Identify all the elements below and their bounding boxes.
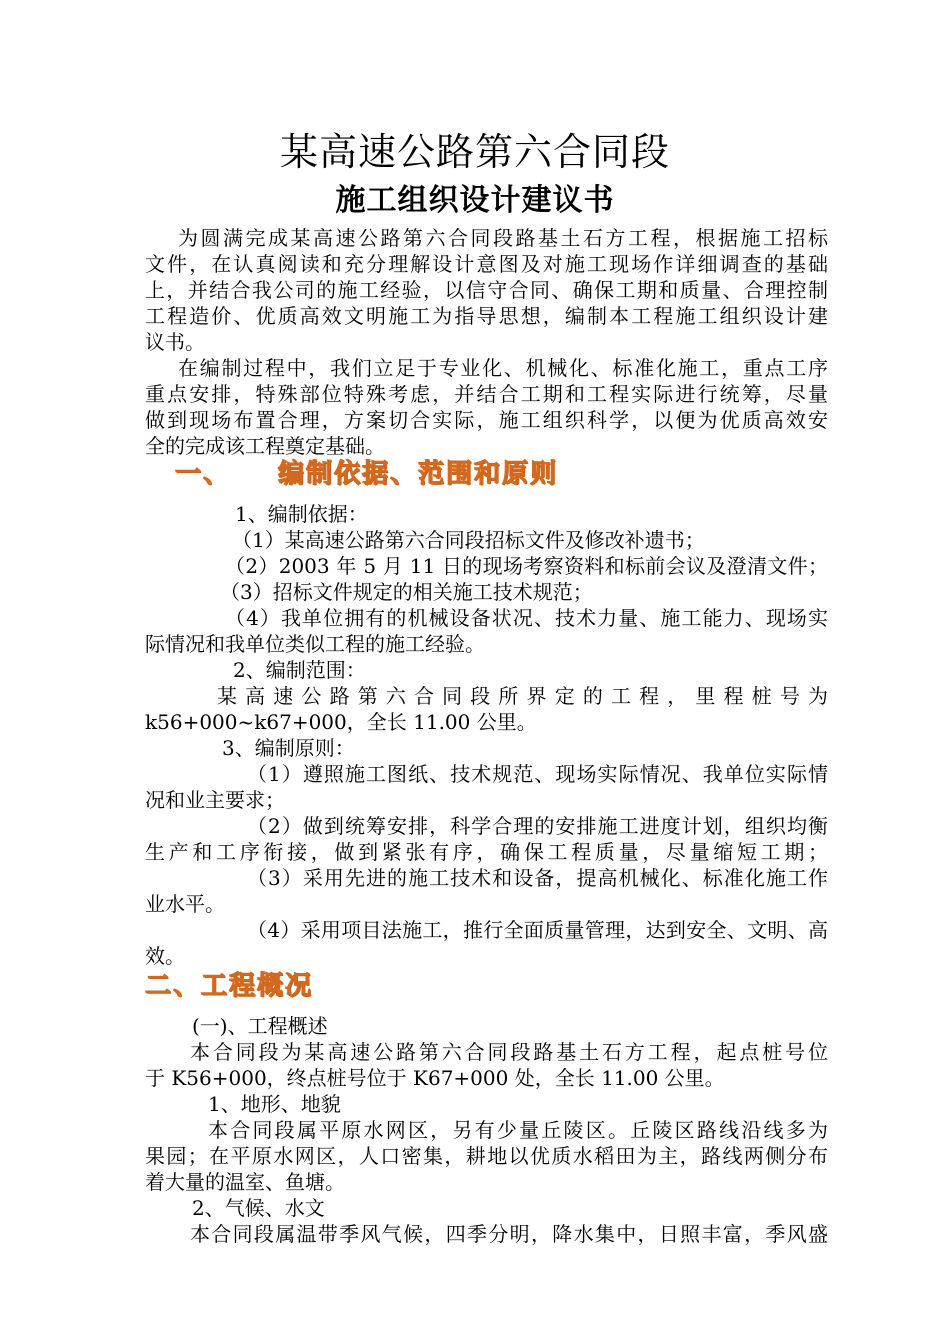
section-2-line: 本合同段为某高速公路第六合同段路基土石方工程，起点桩号位 <box>190 1040 828 1064</box>
section-2-line: (一)、工程概述 <box>192 1014 328 1038</box>
intro-line: 全的完成该工程奠定基础。 <box>145 434 385 458</box>
intro-line: 文件，在认真阅读和充分理解设计意图及对施工现场作详细调查的基础 <box>145 252 828 276</box>
intro-line: 重点安排，特殊部位特殊考虑，并结合工期和工程实际进行统筹，尽量 <box>145 382 828 406</box>
section-2-line: 本合同段属温带季风气候，四季分明，降水集中，日照丰富，季风盛 <box>190 1222 828 1246</box>
section-2-heading: 二、工程概况 <box>145 971 314 1001</box>
section-1-line: 某 高 速 公 路 第 六 合 同 段 所 界 定 的 工 程 ， 里 程 桩 号 为 <box>217 684 828 708</box>
section-1-line: k56+000~k67+000，全长 11.00 公里。 <box>145 710 537 734</box>
intro-line: 上，并结合我公司的施工经验，以信守合同、确保工期和质量、合理控制 <box>145 278 828 302</box>
section-2-line: 本合同段属平原水网区，另有少量丘陵区。丘陵区路线沿线多为 <box>208 1118 828 1142</box>
section-2-line: 着大量的温室、鱼塘。 <box>145 1170 345 1194</box>
section-1-line: 业水平。 <box>145 892 225 916</box>
intro-line: 议书。 <box>145 330 205 354</box>
section-1-line: （3）招标文件规定的相关施工技术规范； <box>220 580 593 604</box>
intro-line: 工程造价、优质高效文明施工为指导思想，编制本工程施工组织设计建 <box>145 304 828 328</box>
document-subtitle: 施工组织设计建议书 <box>335 183 615 218</box>
intro-line: 做到现场布置合理，方案切合实际，施工组织科学，以便为优质高效安 <box>145 408 828 432</box>
section-1-line: 生产和工序衔接，做到紧张有序，确保工程质量，尽量缩短工期； <box>145 840 828 864</box>
section-1-number: 一、 <box>175 459 232 489</box>
section-1-line: 3、编制原则： <box>222 736 355 760</box>
section-2-line: 果园；在平原水网区，人口密集，耕地以优质水稻田为主，路线两侧分布 <box>145 1144 828 1168</box>
section-1-line: （2）做到统筹安排，科学合理的安排施工进度计划，组织均衡 <box>247 814 828 838</box>
section-2-line: 2、气候、水文 <box>192 1196 325 1220</box>
section-2-line: 于 K56+000，终点桩号位于 K67+000 处，全长 11.00 公里。 <box>145 1066 725 1090</box>
section-1-line: （4）采用项目法施工，推行全面质量管理，达到安全、文明、高 <box>247 918 828 942</box>
section-1-line: 际情况和我单位类似工程的施工经验。 <box>145 632 485 656</box>
section-1-line: （2）2003 年 5 月 11 日的现场考察资料和标前会议及澄清文件； <box>225 554 828 578</box>
section-1-line: 2、编制范围： <box>233 658 366 682</box>
section-1-line: 效。 <box>145 944 185 968</box>
section-1-line: 1、编制依据： <box>235 502 368 526</box>
section-1-line: （3）采用先进的施工技术和设备，提高机械化、标准化施工作 <box>247 866 828 890</box>
intro-line: 在编制过程中，我们立足于专业化、机械化、标准化施工，重点工序 <box>178 356 828 380</box>
section-1-line: （4）我单位拥有的机械设备状况、技术力量、施工能力、现场实 <box>225 606 828 630</box>
section-1-heading: 编制依据、范围和原则 <box>278 459 559 489</box>
intro-line: 为圆满完成某高速公路第六合同段路基土石方工程，根据施工招标 <box>178 226 828 250</box>
section-1-line: （1）遵照施工图纸、技术规范、现场实际情况、我单位实际情 <box>247 762 828 786</box>
section-2-line: 1、地形、地貌 <box>208 1092 341 1116</box>
document-title: 某高速公路第六合同段 <box>279 130 670 174</box>
section-1-line: （1）某高速公路第六合同段招标文件及修改补遗书； <box>232 528 705 552</box>
section-1-line: 况和业主要求； <box>145 788 285 812</box>
